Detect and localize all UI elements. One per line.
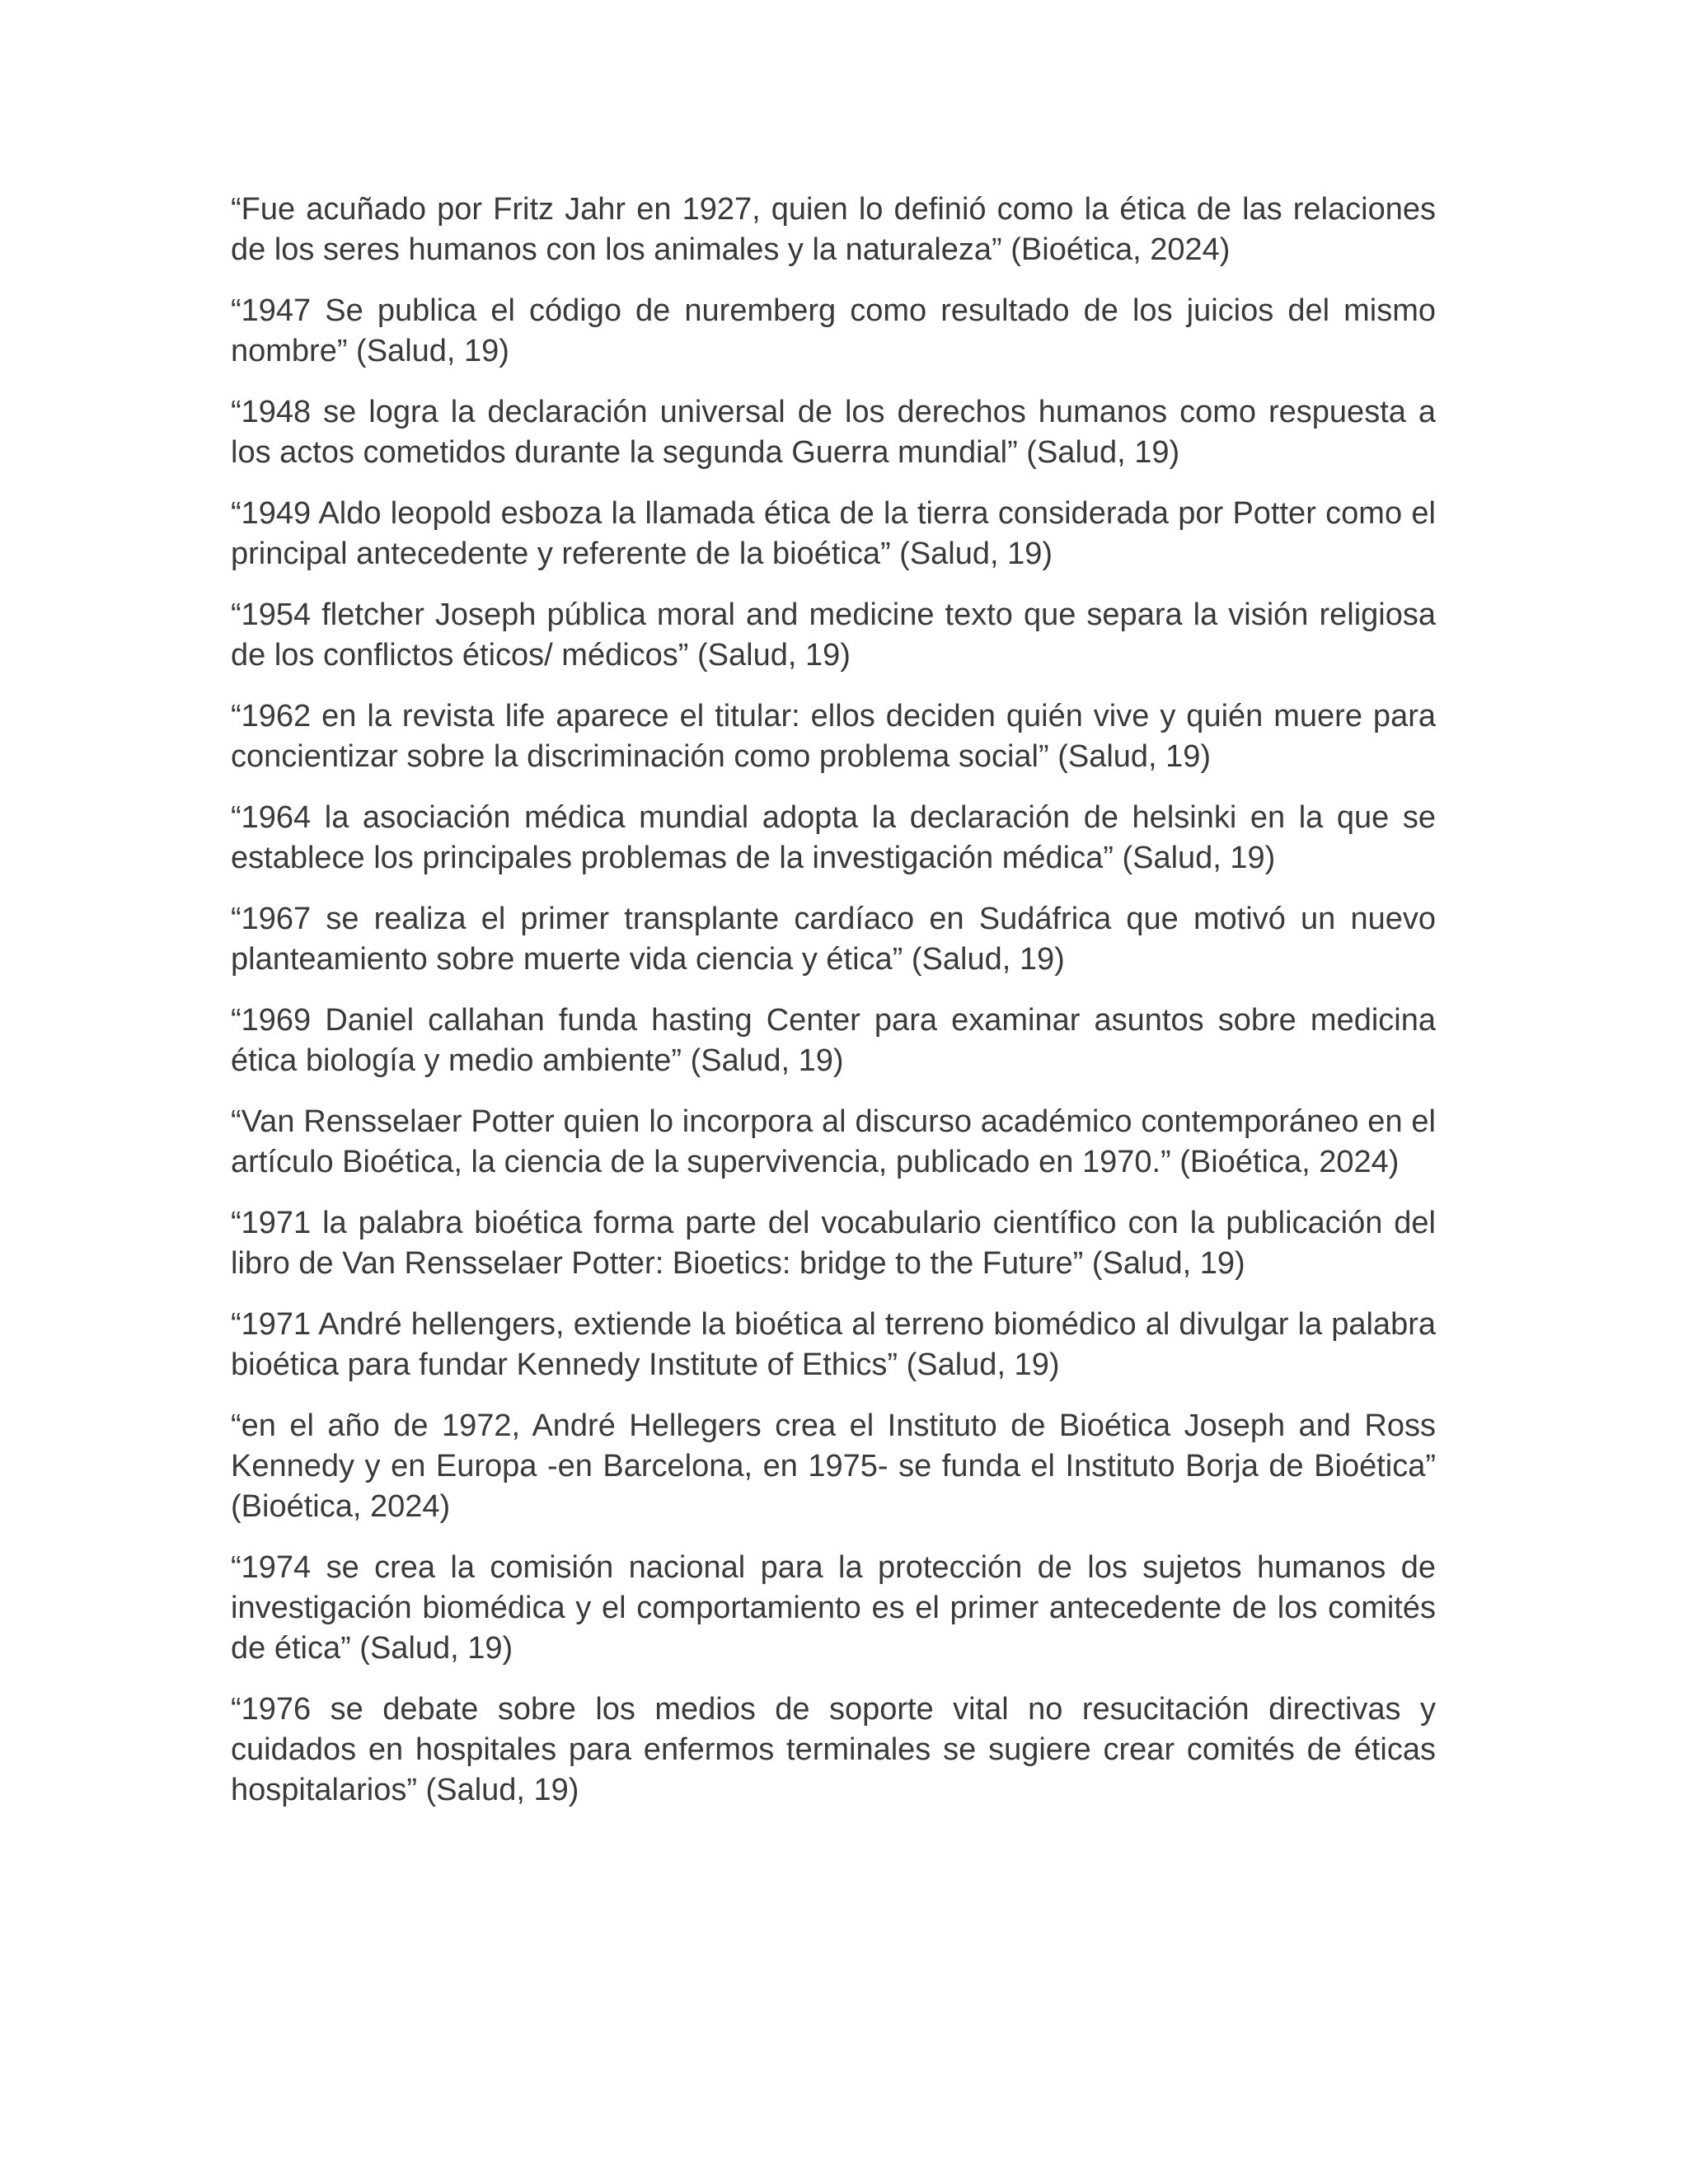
paragraph: “1948 se logra la declaración universal de los derechos humanos como respuesta a los actos cometidos durante la segunda Guerra mundial” (Salud, 19) [231, 395, 1436, 470]
paragraph: “en el año de 1972, André Hellegers crea el Instituto de Bioética Joseph and Ross Kennedy y en Europa -en Barcelona, en 1975- se funda el Instituto Borja de Bioética” (Bioética, 2024) [231, 1408, 1436, 1524]
paragraph: “1967 se realiza el primer transplante cardíaco en Sudáfrica que motivó un nuevo planteamiento sobre muerte vida ciencia y ética” (Salud, 19) [231, 902, 1436, 977]
paragraph: “1964 la asociación médica mundial adopta la declaración de helsinki en la que se establece los principales problemas de la investigación médica” (Salud, 19) [231, 800, 1436, 875]
paragraph: “1974 se crea la comisión nacional para la protección de los sujetos humanos de investigación biomédica y el comportamiento es el primer antecedente de los comités de ética” (Salud, 19) [231, 1550, 1436, 1666]
paragraph: “Fue acuñado por Fritz Jahr en 1927, quien lo definió como la ética de las relaciones de los seres humanos con los animales y la naturaleza” (Bioética, 2024) [231, 192, 1436, 267]
paragraph: “1947 Se publica el código de nuremberg como resultado de los juicios del mismo nombre” (Salud, 19) [231, 293, 1436, 368]
paragraph: “1976 se debate sobre los medios de soporte vital no resucitación directivas y cuidados en hospitales para enfermos terminales se sugiere crear comités de éticas hospitalarios” (Salud, 19) [231, 1692, 1436, 1807]
paragraph: “1949 Aldo leopold esboza la llamada ética de la tierra considerada por Potter como el principal antecedente y referente de la bioética” (Salud, 19) [231, 496, 1436, 571]
paragraph: “1969 Daniel callahan funda hasting Center para examinar asuntos sobre medicina ética biología y medio ambiente” (Salud, 19) [231, 1003, 1436, 1078]
paragraph: “1962 en la revista life aparece el titular: ellos deciden quién vive y quién muere para concientizar sobre la discriminación como problema social” (Salud, 19) [231, 699, 1436, 774]
paragraph: “1971 la palabra bioética forma parte del vocabulario científico con la publicación del libro de Van Rensselaer Potter: Bioetics: bridge to the Future” (Salud, 19) [231, 1206, 1436, 1281]
paragraph: “1971 André hellengers, extiende la bioética al terreno biomédico al divulgar la palabra bioética para fundar Kennedy Institute of Ethics” (Salud, 19) [231, 1307, 1436, 1382]
document-body [231, 190, 1436, 1831]
paragraph: “1954 fletcher Joseph pública moral and medicine texto que separa la visión religiosa de los conflictos éticos/ médicos” (Salud, 19) [231, 598, 1436, 673]
paragraph: “Van Rensselaer Potter quien lo incorpora al discurso académico contemporáneo en el artículo Bioética, la ciencia de la supervivencia, publicado en 1970.” (Bioética, 2024) [231, 1104, 1436, 1179]
